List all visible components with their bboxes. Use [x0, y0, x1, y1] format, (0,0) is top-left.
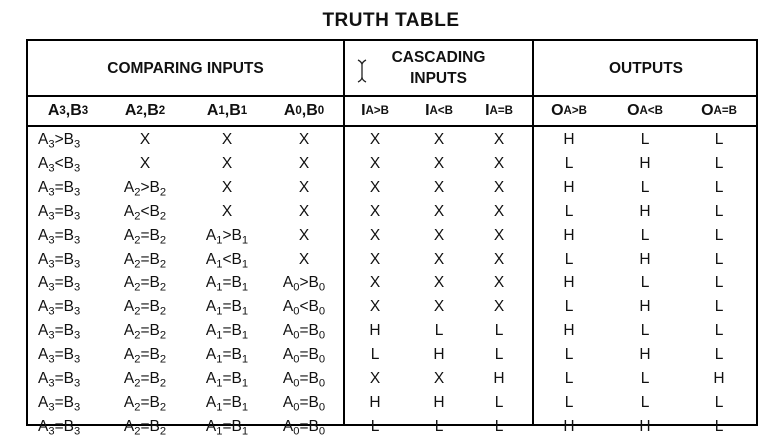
table-cell: $A_2>B_2$ — [123, 178, 167, 199]
table-cell: L — [714, 202, 724, 220]
table-cell: X — [433, 131, 445, 148]
table-cell: $A_1=B_1$ — [205, 298, 249, 318]
table-cell: $A_2=B_2$ — [123, 393, 167, 414]
table-cell: X — [298, 178, 310, 196]
table-cell: X — [369, 250, 381, 268]
table-cell: $A_1<B_1$ — [205, 250, 249, 271]
table-cell: X — [433, 298, 445, 316]
table-cell: $A_0>B_0$ — [282, 274, 326, 294]
table-cell: X — [493, 226, 505, 244]
table-cell: L — [640, 131, 650, 148]
column-header-0: A 3 ,B 3 — [47, 102, 89, 119]
table-cell: L — [714, 154, 724, 172]
table-cell: L — [494, 322, 504, 340]
table-cell: X — [493, 131, 505, 148]
table-cell: $A_1=B_1$ — [205, 393, 249, 414]
table-cell: X — [369, 202, 381, 220]
table-cell: $A_3=B_3$ — [38, 322, 81, 342]
table-cell: X — [221, 131, 233, 148]
table-cell: X — [369, 154, 381, 172]
table-cell: L — [640, 274, 650, 292]
table-cell: $A_1=B_1$ — [205, 274, 249, 294]
table-cell: X — [433, 250, 445, 268]
table-cell: H — [369, 393, 381, 411]
table-cell: L — [640, 322, 650, 340]
table-cell: $A_3=B_3$ — [38, 274, 81, 294]
table-cell: X — [298, 250, 310, 268]
table-cell: H — [639, 346, 651, 364]
column-header-1: A 2 ,B 2 — [124, 102, 166, 119]
table-cell: H — [563, 178, 575, 196]
table-cell: X — [298, 226, 310, 244]
table-cell: $A_3=B_3$ — [38, 226, 81, 247]
table-cell: $A_2=B_2$ — [123, 250, 167, 271]
table-cell: $A_3=B_3$ — [38, 370, 81, 390]
table-cell: $A_2=B_2$ — [123, 298, 167, 318]
column-header-6: I A=B — [485, 102, 513, 119]
table-cell: H — [493, 370, 505, 387]
table-cell: $A_3=B_3$ — [38, 250, 81, 271]
table-cell: X — [298, 131, 310, 148]
table-cell: H — [369, 322, 381, 340]
table-cell: $A_1=B_1$ — [205, 417, 249, 438]
table-cell: $A_3=B_3$ — [38, 417, 81, 438]
table-cell: L — [564, 202, 574, 220]
table-cell: L — [564, 346, 574, 364]
table-cell: L — [564, 250, 574, 268]
table-cell: L — [564, 370, 574, 387]
table-cell: H — [563, 274, 575, 292]
table-cell: $A_2=B_2$ — [123, 274, 167, 294]
table-cell: H — [639, 202, 651, 220]
table-cell: X — [369, 298, 381, 316]
table-cell: $A_3=B_3$ — [38, 393, 81, 414]
table-cell: $A_0=B_0$ — [282, 322, 326, 342]
table-cell: $A_1=B_1$ — [205, 346, 249, 366]
table-cell: H — [563, 322, 575, 340]
table-cell: X — [493, 298, 505, 316]
table-cell: L — [640, 178, 650, 196]
text-cursor-icon — [356, 56, 368, 84]
table-title: TRUTH TABLE — [322, 10, 460, 31]
divider-column-header — [28, 125, 756, 127]
table-cell: $A_2=B_2$ — [123, 346, 167, 366]
table-cell: X — [493, 274, 505, 292]
table-cell: $A_3=B_3$ — [38, 202, 81, 223]
table-cell: X — [369, 274, 381, 292]
table-cell: L — [640, 393, 650, 411]
table-cell: X — [493, 154, 505, 172]
table-cell: $A_2=B_2$ — [123, 370, 167, 390]
group-outputs: OUTPUTS — [608, 59, 684, 77]
table-cell: $A_1>B_1$ — [205, 226, 249, 247]
table-cell: H — [639, 298, 651, 316]
table-cell: L — [494, 393, 504, 411]
table-cell: X — [493, 202, 505, 220]
table-cell: $A_0=B_0$ — [282, 393, 326, 414]
table-cell: L — [434, 322, 444, 340]
table-cell: X — [221, 178, 233, 196]
table-cell: $A_0=B_0$ — [282, 370, 326, 390]
table-cell: X — [433, 154, 445, 172]
column-header-9: O A=B — [701, 102, 737, 119]
table-cell: L — [714, 346, 724, 364]
table-cell: L — [714, 250, 724, 268]
table-cell: H — [639, 250, 651, 268]
table-cell: X — [221, 154, 233, 172]
column-header-3: A 0 ,B 0 — [283, 102, 325, 119]
table-cell: L — [564, 154, 574, 172]
table-cell: L — [714, 178, 724, 196]
table-cell: L — [494, 346, 504, 364]
table-cell: H — [639, 154, 651, 172]
table-cell: $A_0=B_0$ — [282, 346, 326, 366]
table-cell: L — [434, 417, 444, 435]
column-header-5: I A<B — [425, 102, 453, 119]
table-cell: L — [714, 322, 724, 340]
table-cell: L — [714, 417, 724, 435]
table-cell: L — [370, 417, 380, 435]
table-cell: $A_3=B_3$ — [38, 178, 81, 199]
table-cell: $A_3<B_3$ — [38, 154, 81, 175]
table-cell: $A_3=B_3$ — [38, 346, 81, 366]
column-header-8: O A<B — [627, 102, 663, 119]
table-cell: X — [433, 274, 445, 292]
table-cell: $A_2=B_2$ — [123, 322, 167, 342]
table-cell: $A_2=B_2$ — [123, 417, 167, 438]
table-cell: L — [714, 131, 724, 148]
table-cell: $A_3>B_3$ — [38, 131, 81, 151]
table-cell: L — [564, 393, 574, 411]
table-cell: L — [714, 274, 724, 292]
table-cell: H — [713, 370, 725, 387]
table-cell: H — [433, 393, 445, 411]
table-cell: H — [563, 226, 575, 244]
column-header-2: A 1 ,B 1 — [206, 102, 248, 119]
group-comparing-inputs: COMPARING INPUTS — [107, 59, 264, 77]
table-cell: L — [640, 226, 650, 244]
table-cell: X — [493, 178, 505, 196]
table-cell: X — [433, 226, 445, 244]
column-header-7: O A>B — [551, 102, 587, 119]
table-cell: X — [298, 202, 310, 220]
table-cell: X — [369, 370, 381, 387]
table-cell: $A_0<B_0$ — [282, 298, 326, 318]
table-cell: X — [433, 178, 445, 196]
table-cell: L — [564, 298, 574, 316]
table-cell: H — [433, 346, 445, 364]
truth-table — [26, 39, 758, 438]
table-cell: $A_0=B_0$ — [282, 417, 326, 438]
table-cell: L — [370, 346, 380, 364]
table-cell: H — [563, 131, 575, 148]
table-cell: L — [714, 298, 724, 316]
table-cell: X — [493, 250, 505, 268]
group-cascading-line1: CASCADING — [391, 49, 486, 66]
table-cell: $A_2=B_2$ — [123, 226, 167, 247]
table-cell: X — [298, 154, 310, 172]
table-cell: X — [369, 178, 381, 196]
table-cell: L — [640, 370, 650, 387]
table-cell: X — [369, 226, 381, 244]
table-cell: $A_3=B_3$ — [38, 298, 81, 318]
table-cell: X — [369, 131, 381, 148]
table-cell: X — [139, 154, 151, 172]
table-cell: $A_1=B_1$ — [205, 370, 249, 390]
table-cell: $A_1=B_1$ — [205, 322, 249, 342]
table-cell: X — [139, 131, 151, 148]
group-cascading-inputs — [345, 41, 532, 95]
table-cell: L — [714, 226, 724, 244]
table-cell: $A_2<B_2$ — [123, 202, 167, 223]
table-cell: X — [221, 202, 233, 220]
group-cascading-line2: INPUTS — [410, 70, 467, 87]
table-cell: X — [433, 370, 445, 387]
table-cell: H — [563, 417, 575, 435]
column-header-4: I A>B — [361, 102, 389, 119]
table-cell: X — [433, 202, 445, 220]
table-cell: L — [494, 417, 504, 435]
table-cell: L — [714, 393, 724, 411]
table-cell: H — [639, 417, 651, 435]
